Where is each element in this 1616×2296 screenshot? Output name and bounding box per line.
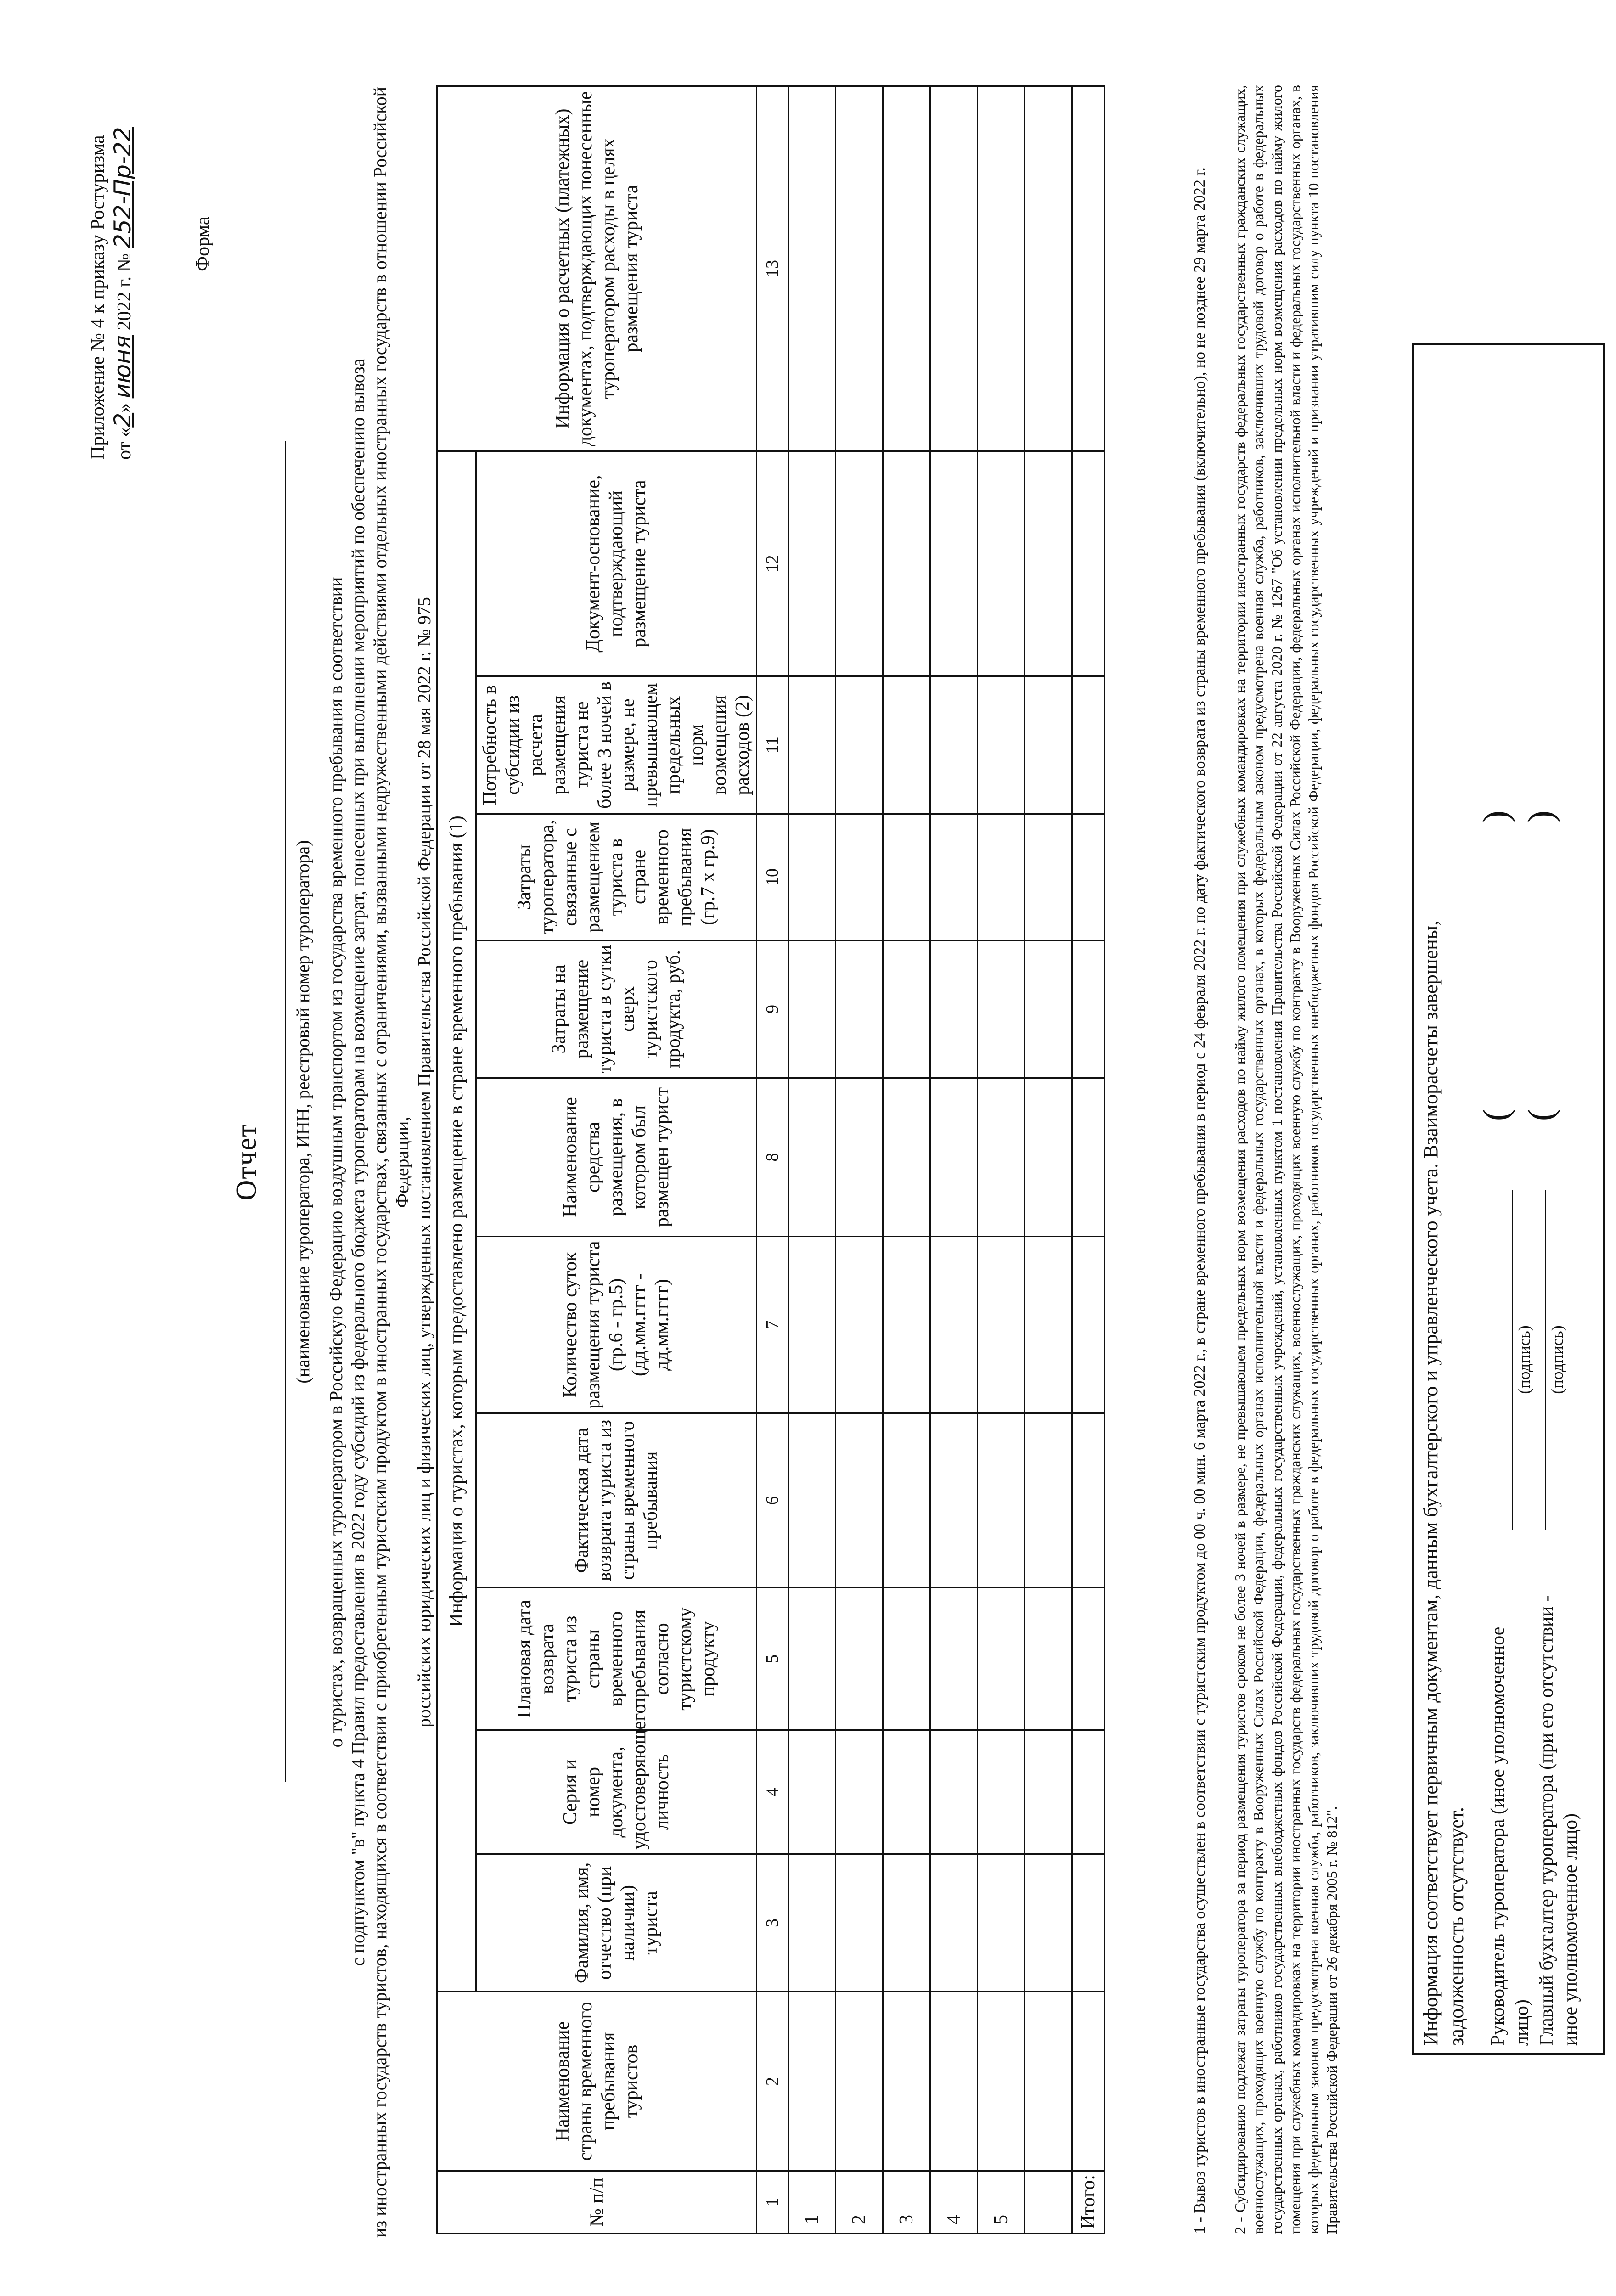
row-number: 3	[883, 2171, 930, 2234]
table-cell[interactable]	[1072, 86, 1105, 451]
table-cell[interactable]	[930, 940, 978, 1078]
accountant-signatory-label: Главный бухгалтер туроператора (при его отсутствии - иное уполномоченное лицо)	[1536, 1595, 1581, 2046]
table-cell[interactable]	[1072, 940, 1105, 1078]
footnote-1: 1 - Вывоз туристов в иностранные государства осуществлен в соответствии с туристским продуктом до 00 ч. 00 мин. 6 марта 2022 г., в стране временного пребывания в период с 24 февраля 2022 г. по дату фактического возврата из страны временного пребывания (включительно), но не позднее 29 марта 2022 г.	[1191, 167, 1208, 2234]
table-cell[interactable]	[1072, 1078, 1105, 1237]
accountant-signature-line[interactable]	[1545, 1190, 1546, 1530]
table-cell[interactable]	[978, 1413, 1025, 1588]
appendix-line-1: Приложение № 4 к приказу Ростуризма	[87, 135, 108, 460]
table-cell[interactable]	[1025, 1237, 1072, 1413]
table-cell[interactable]	[836, 1854, 883, 1992]
column-number: 13	[757, 86, 788, 451]
appendix-day: 2	[109, 412, 136, 428]
table-cell[interactable]	[836, 1413, 883, 1588]
table-cell[interactable]	[788, 814, 836, 940]
table-cell[interactable]	[836, 940, 883, 1078]
table-cell[interactable]	[978, 86, 1025, 451]
table-cell[interactable]	[836, 451, 883, 676]
header-country: Наименование страны временного пребывания туристов	[437, 1992, 757, 2171]
table-cell[interactable]	[1072, 1992, 1105, 2171]
row-number: 1	[788, 2171, 836, 2234]
header-planned-return-date: Плановая дата возврата туриста из страны временного пребывания согласно туристскому продукту	[476, 1588, 757, 1730]
table-cell[interactable]	[978, 1854, 1025, 1992]
table-cell[interactable]	[883, 1854, 930, 1992]
subtitle-line: российских юридических лиц и физических лиц, утвержденных постановлением Правительства Российской Федерации от 28 мая 2022 г. № 975	[414, 597, 434, 1728]
subtitle-line: о туристах, возвращенных туроператором в Российскую Федерацию воздушным транспортом из государства временного пребывания в соответствии	[326, 577, 346, 1748]
column-number: 3	[757, 1854, 788, 1992]
table-cell[interactable]	[788, 1588, 836, 1730]
table-cell[interactable]	[836, 86, 883, 451]
table-cell[interactable]	[978, 814, 1025, 940]
appendix-month: июня	[109, 335, 136, 399]
signature-box	[1412, 343, 1605, 2055]
table-cell[interactable]	[1025, 1588, 1072, 1730]
table-cell[interactable]	[788, 1992, 836, 2171]
column-number: 1	[757, 2171, 788, 2234]
header-payment-docs: Информация о расчетных (платежных) документах, подтверждающих понесенные туроператором расходы в целях размещения туриста	[437, 86, 757, 451]
table-cell[interactable]	[883, 1588, 930, 1730]
table-cell[interactable]	[883, 1078, 930, 1237]
tour-operator-name-caption: (наименование туроператора, ИНН, реестровый номер туроператора)	[293, 840, 313, 1384]
table-cell[interactable]	[1025, 814, 1072, 940]
header-basis-document: Документ-основание, подтверждающий размещение туриста	[476, 451, 757, 676]
table-cell[interactable]	[836, 1078, 883, 1237]
header-subsidy-need: Потребность в субсидии из расчета размещения туриста не более 3 ночей в размере, не превышающем предельных норм возмещения расходов (2)	[476, 676, 757, 814]
table-cell[interactable]	[978, 1588, 1025, 1730]
head-signature-caption: (подпись)	[1515, 1325, 1533, 1394]
table-cell[interactable]	[883, 451, 930, 676]
table-cell[interactable]	[883, 940, 930, 1078]
table-cell[interactable]	[1025, 940, 1072, 1078]
table-cell[interactable]	[978, 1730, 1025, 1854]
table-cell[interactable]	[930, 86, 978, 451]
column-number: 7	[757, 1237, 788, 1413]
header-number: № п/п	[437, 2171, 757, 2234]
table-cell[interactable]	[883, 1730, 930, 1854]
table-cell[interactable]	[883, 814, 930, 940]
column-number: 4	[757, 1730, 788, 1854]
head-name-bracket-close: )	[1475, 810, 1515, 822]
table-cell[interactable]	[788, 940, 836, 1078]
head-signature-line[interactable]	[1512, 1190, 1513, 1530]
header-tourist-name: Фамилия, имя, отчество (при наличии) туриста	[476, 1854, 757, 1992]
table-cell[interactable]	[1072, 1854, 1105, 1992]
table-cell[interactable]	[788, 451, 836, 676]
table-cell[interactable]	[788, 1237, 836, 1413]
table-cell[interactable]	[930, 1237, 978, 1413]
table-row	[883, 86, 930, 2234]
table-cell[interactable]	[1025, 676, 1072, 814]
table-cell[interactable]	[836, 1237, 883, 1413]
head-name-bracket-open: (	[1475, 1109, 1515, 1121]
header-id-document: Серия и номер документа, удостоверяющего личность	[476, 1730, 757, 1854]
table-cell[interactable]	[978, 940, 1025, 1078]
appendix-reference	[85, 127, 137, 460]
table-cell[interactable]	[836, 814, 883, 940]
column-number: 5	[757, 1588, 788, 1730]
total-row	[1072, 86, 1105, 2234]
table-cell[interactable]	[883, 1237, 930, 1413]
header-nights-count: Количество суток размещения туриста (гр.6 - гр.5) (дд.мм.гггг - дд.мм.гггг)	[476, 1237, 757, 1413]
table-cell[interactable]	[1072, 1730, 1105, 1854]
table-cell[interactable]	[1072, 1588, 1105, 1730]
table-cell[interactable]	[788, 1854, 836, 1992]
table-cell[interactable]	[978, 1992, 1025, 2171]
column-number-row	[757, 86, 788, 2234]
table-cell[interactable]	[930, 676, 978, 814]
table-cell[interactable]	[883, 1413, 930, 1588]
table-cell[interactable]	[930, 1992, 978, 2171]
table-cell[interactable]	[930, 1730, 978, 1854]
table-cell[interactable]	[930, 1854, 978, 1992]
table-header-row	[437, 86, 476, 2234]
table-cell[interactable]	[930, 1078, 978, 1237]
header-actual-return-date: Фактическая дата возврата туриста из страны временного пребывания	[476, 1413, 757, 1588]
table-cell[interactable]	[836, 1730, 883, 1854]
report-subtitle	[325, 56, 435, 2269]
tourist-report-table	[436, 85, 1105, 2234]
table-cell[interactable]	[836, 1992, 883, 2171]
table-cell[interactable]	[930, 1588, 978, 1730]
column-number: 6	[757, 1413, 788, 1588]
row-number: 5	[978, 2171, 1025, 2234]
report-title: Отчет	[231, 1123, 262, 1201]
table-row	[788, 86, 836, 2234]
table-row	[930, 86, 978, 2234]
form-label: Форма	[192, 216, 214, 271]
table-cell[interactable]	[1025, 1992, 1072, 2171]
table-cell[interactable]	[1025, 1730, 1072, 1854]
header-daily-cost: Затраты на размещение туриста в сутки сверх туристского продукта, руб.	[476, 940, 757, 1078]
table-cell[interactable]	[883, 86, 930, 451]
column-number: 2	[757, 1992, 788, 2171]
subtitle-line: с подпунктом "в" пункта 4 Правил предоставления в 2022 году субсидий из федерального бюджета туроператорам на возмещение затрат, понесенных при выполнении мероприятий по обеспечению вывоза	[348, 358, 368, 1966]
table-cell[interactable]	[1072, 814, 1105, 940]
table-cell[interactable]	[1072, 1237, 1105, 1413]
table-cell[interactable]	[788, 1078, 836, 1237]
column-number: 12	[757, 451, 788, 676]
table-cell[interactable]	[1025, 1413, 1072, 1588]
table-row	[836, 86, 883, 2234]
accountant-signature-caption: (подпись)	[1548, 1325, 1566, 1394]
table-cell[interactable]	[788, 1413, 836, 1588]
table-cell[interactable]	[978, 676, 1025, 814]
tour-operator-name-line	[285, 441, 286, 1782]
table-cell[interactable]	[836, 676, 883, 814]
table-cell[interactable]	[930, 1413, 978, 1588]
table-cell[interactable]	[788, 86, 836, 451]
table-cell[interactable]	[1072, 1413, 1105, 1588]
table-cell[interactable]	[788, 1730, 836, 1854]
total-label: Итого:	[1072, 2171, 1105, 2234]
column-number: 10	[757, 814, 788, 940]
table-cell[interactable]	[836, 1588, 883, 1730]
row-number: 2	[836, 2171, 883, 2234]
accountant-name-bracket-open: (	[1520, 1109, 1560, 1121]
confirmation-text: Информация соответствует первичным документам, данным бухгалтерского и управленческого учета. Взаиморасчеты завершены, задолженность отсутствует.	[1419, 920, 1468, 2046]
table-cell[interactable]	[1072, 676, 1105, 814]
appendix-line-2: от «2» июня 2022 г. № 252-Пр-22	[109, 127, 136, 460]
table-cell[interactable]	[978, 1237, 1025, 1413]
accountant-name-bracket-close: )	[1520, 810, 1560, 822]
table-cell[interactable]	[883, 1992, 930, 2171]
row-number: 4	[930, 2171, 978, 2234]
table-cell[interactable]	[930, 451, 978, 676]
head-signatory-label: Руководитель туроператора (иное уполномоченное лицо)	[1487, 1626, 1532, 2046]
column-number: 11	[757, 676, 788, 814]
column-number: 8	[757, 1078, 788, 1237]
footnote-2: 2 - Субсидированию подлежат затраты туроператора за период размещения туристов сроком не более 3 ночей в размере, не превышающем предельных норм возмещения расходов по найму жилого помещения при служебных командировках на территории иностранных государств федеральных государственных гражданских служащих, военнослужащих, проходящих военную службу по контракту в Вооруженных Силах Российской Федерации, федеральных органах исполнительной власти и федеральных государственных органах, в которых федеральным законом предусмотрена военная служба, работников, заключивших трудовой договор о работе в федеральных государственных органах, работников государственных внебюджетных фондов Российской Федерации, федеральных государственных учреждений, установленных пунктом 1 постановления Правительства Российской Федерации от 22 августа 2020 г. № 1267 "Об установлении предельных норм возмещения расходов по найму жилого помещения при служебных командировках на территории иностранных государств федеральных государственных гражданских служащих, военнослужащих, проходящих военную службу по контракту в Вооруженных Силах Российской Федерации, федеральных органах исполнительной власти и федеральных государственных органах, в которых федеральным законом предусмотрена военная служба, работников, заключивших трудовой договор о работе в федеральных государственных органах, работников государственных внебюджетных фондов Российской Федерации, федеральных государственных учреждений и признании утратившим силу пункта 10 постановления Правительства Российской Федерации от 26 декабря 2005 г. № 812".	[1232, 85, 1340, 2234]
column-number: 9	[757, 940, 788, 1078]
table-cell[interactable]	[1025, 451, 1072, 676]
header-accommodation-name: Наименование средства размещения, в котором был размещен турист	[476, 1078, 757, 1237]
table-cell[interactable]	[1025, 86, 1072, 451]
table-row	[978, 86, 1025, 2234]
subtitle-line: из иностранных государств туристов, находящихся в соответствии с приобретенным туристским продуктом в иностранных государствах, связанных с ограничениями, вызванными недружественными действиями отдельных иностранных государств в отношении Российской Федерации,	[370, 87, 412, 2238]
table-cell[interactable]	[1072, 451, 1105, 676]
table-cell[interactable]	[930, 814, 978, 940]
table-cell[interactable]	[1025, 2171, 1072, 2234]
table-cell[interactable]	[978, 1078, 1025, 1237]
table-cell[interactable]	[1025, 1078, 1072, 1237]
appendix-number: 252-Пр-22	[109, 127, 136, 248]
table-cell[interactable]	[883, 676, 930, 814]
table-row-blank	[1025, 86, 1072, 2234]
table-cell[interactable]	[978, 451, 1025, 676]
header-total-cost: Затраты туроператора, связанные с размещением туриста в стране временного пребывания (гр.7 x гр.9)	[476, 814, 757, 940]
table-cell[interactable]	[1025, 1854, 1072, 1992]
header-tourist-info-group: Информация о туристах, которым предоставлено размещение в стране временного пребывания (1)	[437, 451, 476, 1992]
table-cell[interactable]	[788, 676, 836, 814]
